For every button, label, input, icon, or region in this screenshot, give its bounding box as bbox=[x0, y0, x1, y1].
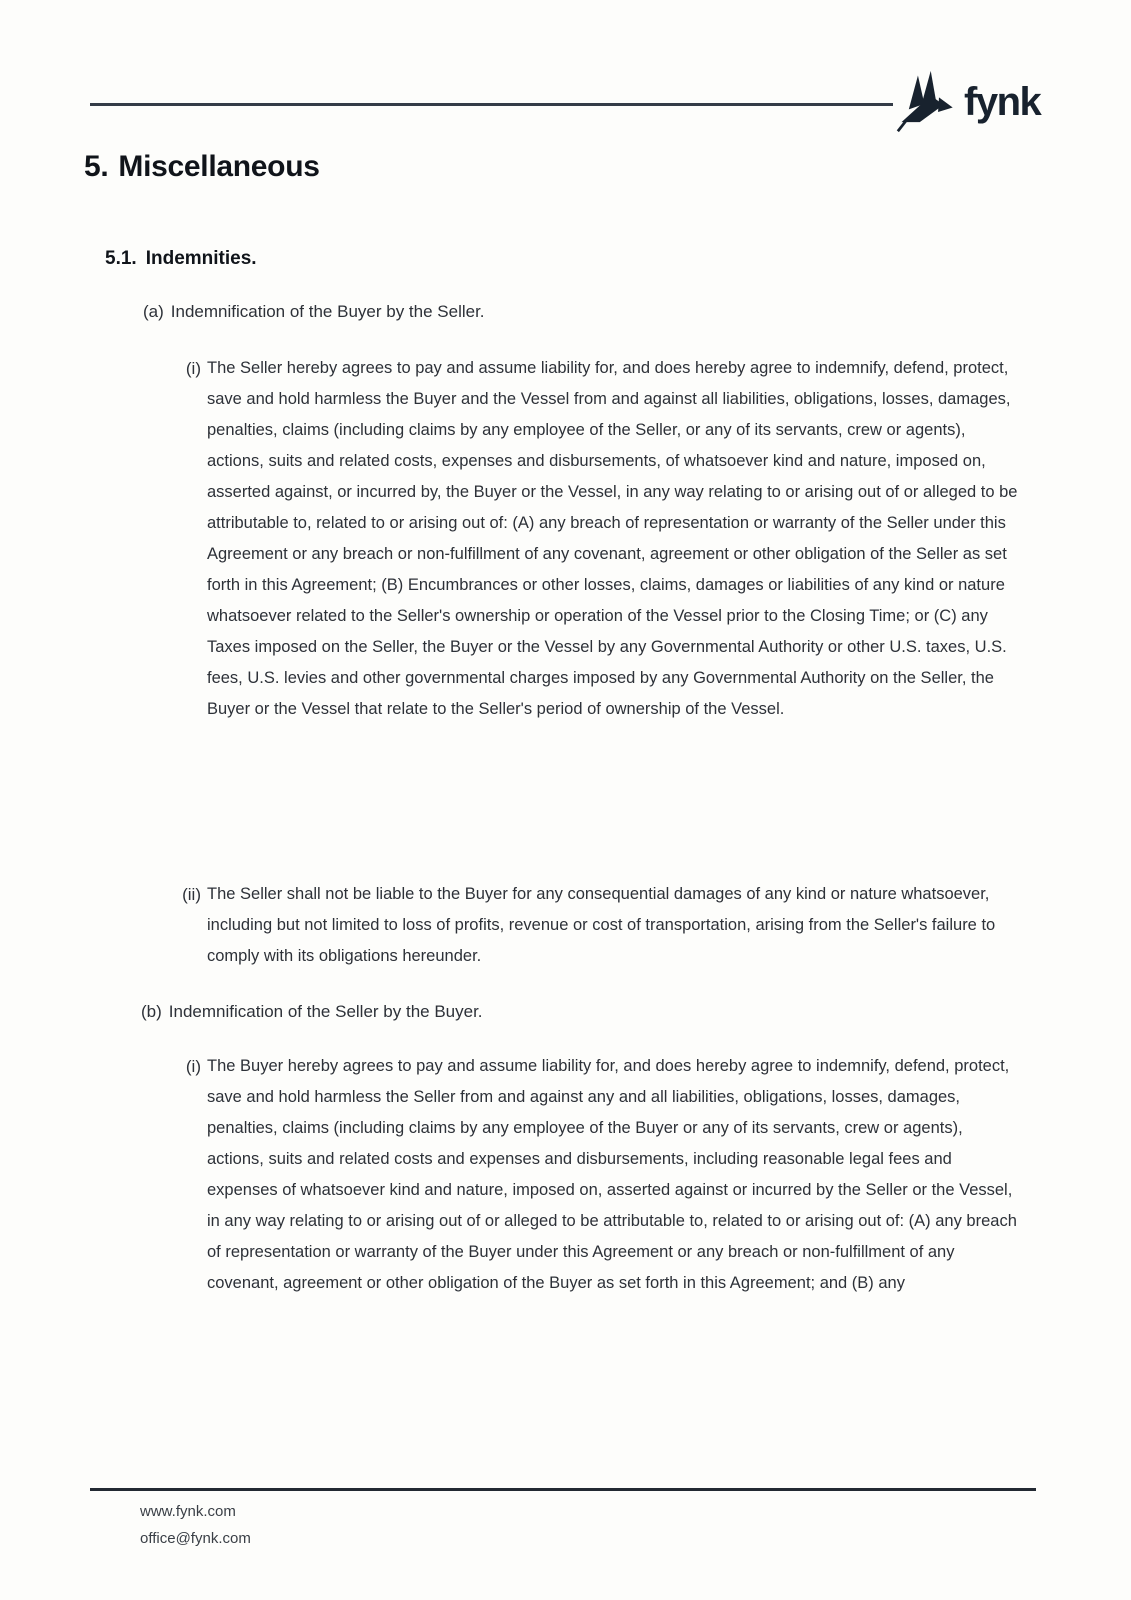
subsection-number: 5.1. bbox=[105, 248, 137, 269]
clause-a-item-i-text: The Seller hereby agrees to pay and assume liability for, and does hereby agree to indemnify, defend, protect, save and hold harmless the Buyer and the Vessel from and against all liabilities, obligations, losses, damages, penalties, claims (including claims by any employee of the Seller, or any of its servants, crew or agents), actions, suits and related costs, expenses and disbursements, of whatsoever kind and nature, imposed on, asserted against, or incurred by, the Buyer or the Vessel, in any way relating to or arising out of or alleged to be attributable to, related to or arising out of: (A) any breach of representation or warranty of the Seller under this Agreement or any breach or non-fulfillment of any covenant, agreement or other obligation of the Seller as set forth in this Agreement; (B) Encumbrances or other losses, claims, damages or liabilities of any kind or nature whatsoever related to the Seller's ownership or operation of the Vessel prior to the Closing Time; or (C) any Taxes imposed on the Seller, the Buyer or the Vessel by any Governmental Authority or other U.S. taxes, U.S. fees, U.S. levies and other governmental charges imposed by any Governmental Authority on the Seller, the Buyer or the Vessel that relate to the Seller's period of ownership of the Vessel. bbox=[207, 359, 1018, 718]
section-number: 5. bbox=[84, 150, 109, 183]
subsection-heading bbox=[105, 248, 257, 270]
clause-b-item-i-text: The Buyer hereby agrees to pay and assume liability for, and does hereby agree to indemnify, defend, protect, save and hold harmless the Seller from and against any and all liabilities, obligations, losses, damages, penalties, claims (including claims by any employee of the Buyer or any of its servants, crew or agents), actions, suits and related costs and expenses and disbursements, including reasonable legal fees and expenses of whatsoever kind and nature, imposed on, asserted against or incurred by the Seller or the Vessel, in any way relating to or arising out of or alleged to be attributable to, related to or arising out of: (A) any breach of representation or warranty of the Buyer under this Agreement or any breach or non-fulfillment of any covenant, agreement or other obligation of the Buyer as set forth in this Agreement; and (B) any bbox=[207, 1057, 1017, 1292]
section-title-text: Miscellaneous bbox=[118, 150, 320, 183]
clause-a-heading-text: Indemnification of the Buyer by the Seller. bbox=[170, 302, 485, 321]
clause-a-heading bbox=[143, 299, 485, 325]
section-title bbox=[84, 150, 320, 184]
footer-website: www.fynk.com bbox=[140, 1503, 236, 1520]
clause-b-label: (b) bbox=[141, 1002, 162, 1021]
origami-crane-icon bbox=[896, 70, 960, 134]
fynk-logo-text: fynk bbox=[964, 80, 1041, 124]
subsection-title-text: Indemnities. bbox=[145, 248, 257, 269]
clause-b-heading-text: Indemnification of the Seller by the Buyer. bbox=[168, 1002, 483, 1021]
footer bbox=[140, 1498, 251, 1552]
footer-email: office@fynk.com bbox=[140, 1530, 251, 1547]
header-divider-line bbox=[90, 103, 893, 106]
clause-b-heading bbox=[141, 999, 483, 1025]
clause-a-item-i bbox=[163, 353, 1024, 725]
clause-a-item-ii-text: The Seller shall not be liable to the Buyer for any consequential damages of any kind or nature whatsoever, including but not limited to loss of profits, revenue or cost of transportation, arising from the Seller's failure to comply with its obligations hereunder. bbox=[207, 885, 996, 965]
clause-b-item-i bbox=[163, 1051, 1024, 1299]
fynk-logo bbox=[896, 70, 1040, 134]
clause-a-label: (a) bbox=[143, 302, 164, 321]
clause-a-item-ii-label: (ii) bbox=[182, 885, 201, 904]
clause-b-item-i-label: (i) bbox=[185, 1057, 201, 1076]
footer-divider-line bbox=[90, 1488, 1036, 1491]
clause-a-item-i-label: (i) bbox=[185, 359, 201, 378]
clause-a-item-ii bbox=[163, 879, 1024, 972]
